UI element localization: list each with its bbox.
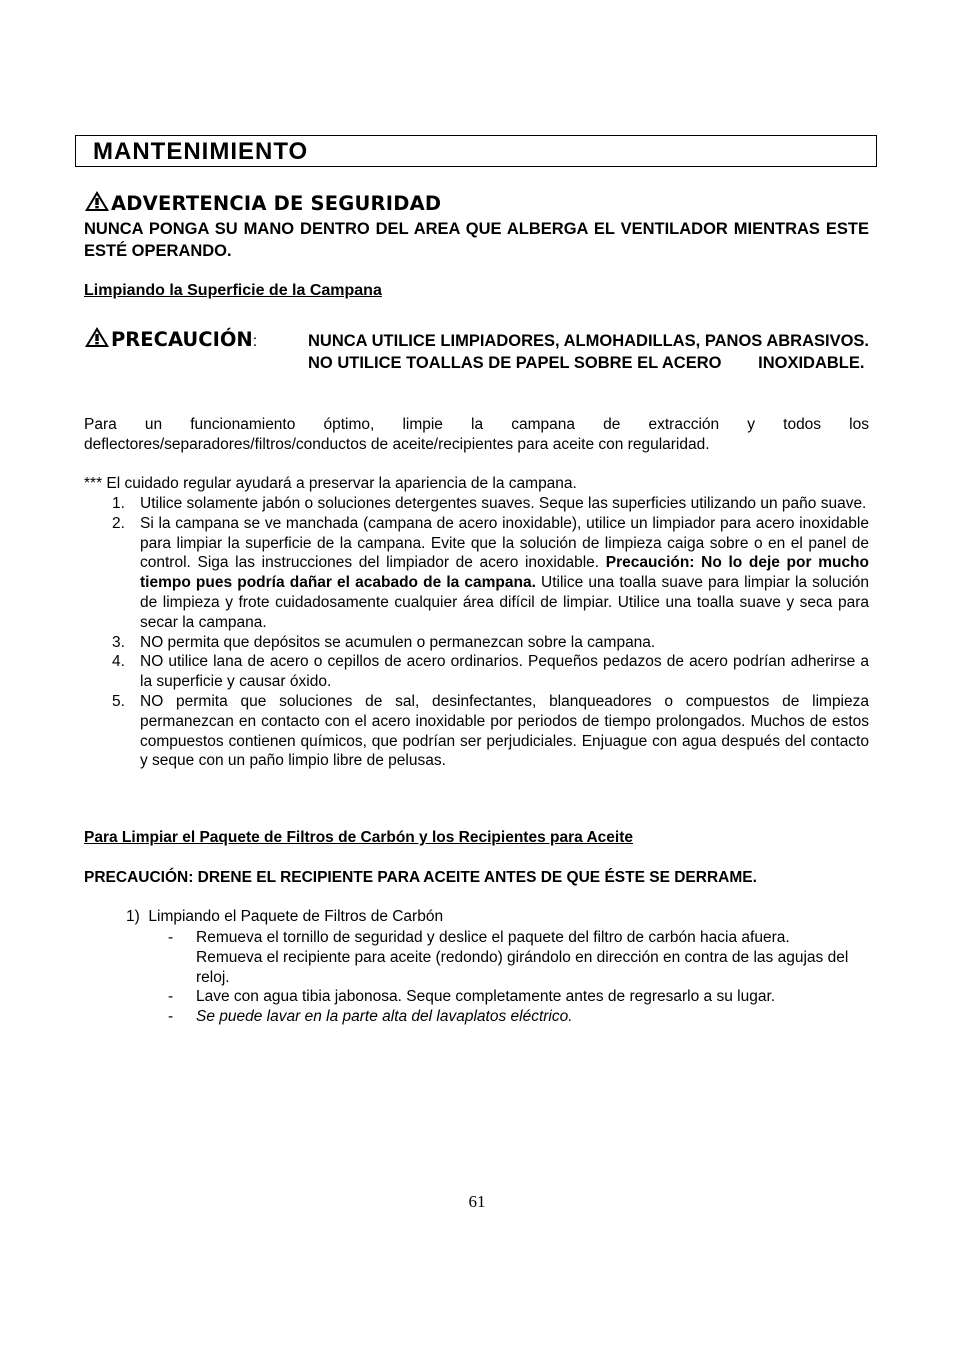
list-number: 4. <box>112 653 125 671</box>
filters-steps <box>168 928 858 1027</box>
section-title-box <box>75 135 877 167</box>
precaution-colon: : <box>252 333 258 350</box>
dash-bullet: - <box>168 988 174 1006</box>
precaution-text: NUNCA UTILICE LIMPIADORES, ALMOHADILLAS, PANOS ABRASIVOS. NO UTILICE TOALLAS DE PAPEL SOBRE EL ACERO INOXIDABLE. <box>308 332 874 372</box>
list-number: 3. <box>112 633 125 651</box>
care-note: *** El cuidado regular ayudará a preservar la apariencia de la campana. <box>84 475 577 492</box>
dash-bullet: - <box>168 929 174 946</box>
warning-triangle-icon <box>84 190 110 212</box>
list-text: Lave con agua tibia jabonosa. Seque completamente antes de regresarlo a su lugar. <box>196 988 776 1006</box>
care-list <box>84 494 869 771</box>
list-item <box>84 652 869 692</box>
list-bold-caution: Precaución: No lo deje por mucho tiempo pues podría dañar el acabado de la campana. <box>140 554 869 592</box>
dash-bullet: - <box>168 1008 174 1026</box>
list-item <box>168 1007 858 1027</box>
filters-item: 1) Limpiando el Paquete de Filtros de Carbón <box>126 908 444 925</box>
precaution-label-text: PRECAUCIÓN <box>111 328 253 351</box>
list-text: Utilice una toalla suave para limpiar la solución de limpieza y frote cuidadosamente cualquier área difícil de limpiar. Utilice una toalla suave y seca para secar la campana. <box>140 574 869 631</box>
list-number: 1. <box>112 495 125 512</box>
page-number: 61 <box>468 1192 486 1211</box>
surface-cleaning-heading: Limpiando la Superficie de la Campana <box>84 282 382 299</box>
list-item <box>168 987 858 1007</box>
section-title: MANTENIMIENTO <box>93 138 309 165</box>
filters-caution: PRECAUCIÓN: DRENE EL RECIPIENTE PARA ACEITE ANTES DE QUE ÉSTE SE DERRAME. <box>84 869 757 886</box>
paragraph-line-2: deflectores/separadores/filtros/conductos de aceite/recipientes para aceite con regularidad. <box>84 436 710 453</box>
list-text: NO utilice lana de acero o cepillos de acero ordinarios. Pequeños pedazos de acero podrían adherirse a la superficie y causar óxido. <box>140 653 869 691</box>
list-text: Si la campana se ve manchada (campana de acero inoxidable), utilice un limpiador para acero inoxidable para limpiar la superficie de la campana. Evite que la solución de limpieza caiga sobre o en el panel de control. Siga las instrucciones del limpiador de acero inoxidable. <box>140 514 869 572</box>
warning-heading <box>84 190 441 215</box>
list-item <box>84 633 869 653</box>
paragraph-line-1: Para un funcionamiento óptimo, limpie la campana de extracción y todos los <box>84 416 869 433</box>
list-text: Se puede lavar en la parte alta del lavaplatos eléctrico. <box>196 1008 573 1026</box>
list-item <box>84 514 869 633</box>
list-text: Utilice solamente jabón o soluciones detergentes suaves. Seque las superficies utilizando un paño suave. <box>140 495 867 512</box>
warning-heading-text: ADVERTENCIA DE SEGURIDAD <box>111 192 442 215</box>
list-number: 2. <box>112 514 125 532</box>
list-number: 5. <box>112 692 125 710</box>
caution-triangle-icon <box>84 326 110 348</box>
filters-heading: Para Limpiar el Paquete de Filtros de Carbón y los Recipientes para Aceite <box>84 829 633 846</box>
warning-text: NUNCA PONGA SU MANO DENTRO DEL AREA QUE ALBERGA EL VENTILADOR MIENTRAS ESTE ESTÉ OPERANDO. <box>84 220 869 260</box>
list-item <box>84 494 869 514</box>
list-text: Remueva el tornillo de seguridad y deslice el paquete del filtro de carbón hacia afuera. Remueva el recipiente para aceite (redondo) girándolo en dirección en contra de las agujas del reloj. <box>196 929 849 986</box>
list-text: NO permita que depósitos se acumulen o permanezcan sobre la campana. <box>140 633 656 651</box>
list-item <box>84 692 869 771</box>
list-text: NO permita que soluciones de sal, desinfectantes, blanqueadores o compuestos de limpieza permanezcan en contacto con el acero inoxidable por periodos de tiempo prolongados. Muchos de estos compuestos contienen químicos, que podrían ser perjudiciales. Enjuague con agua después del contacto y seque con un paño limpio libre de pelusas. <box>140 692 869 770</box>
maintenance-paragraph <box>84 415 869 455</box>
precaution-label <box>84 326 257 351</box>
list-item <box>168 928 858 987</box>
